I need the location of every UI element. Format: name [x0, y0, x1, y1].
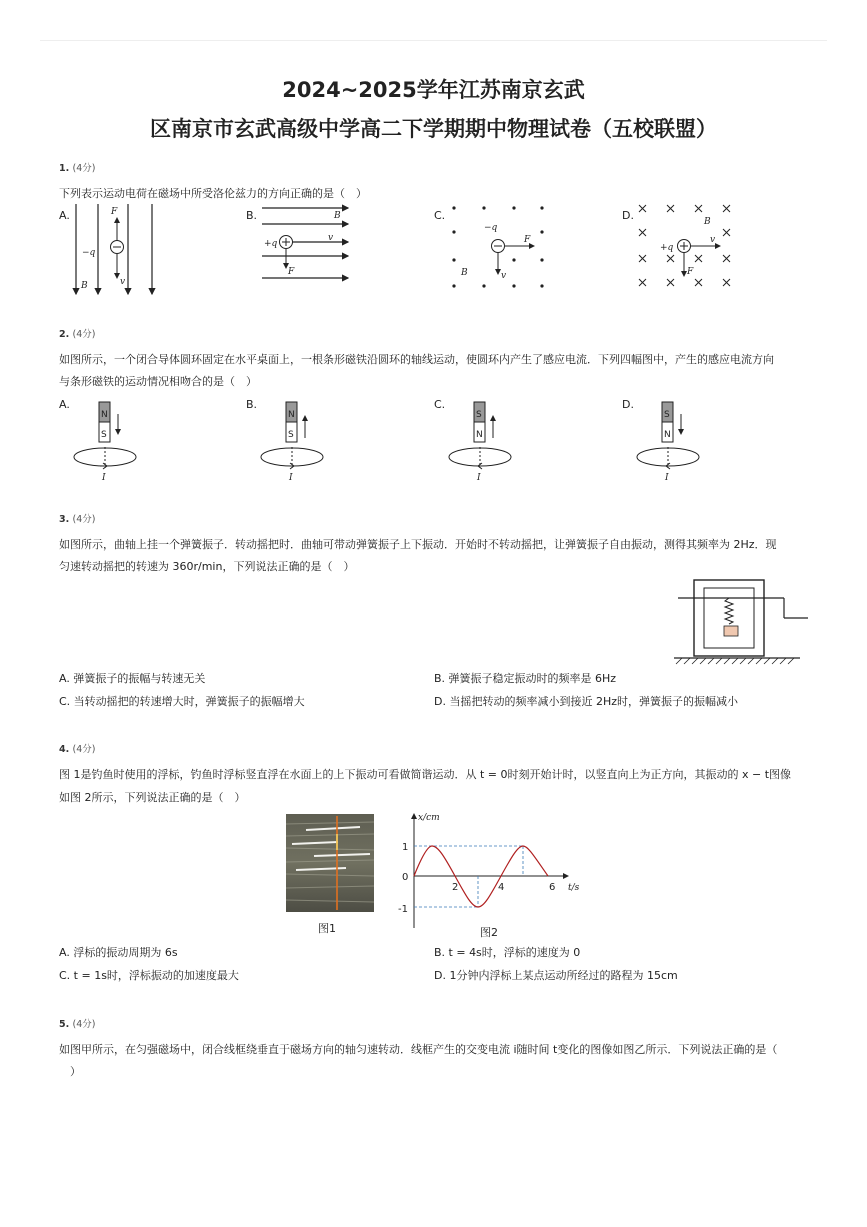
q4-ytick-1: 1 [402, 842, 409, 853]
question-points: (4分) [72, 744, 96, 755]
q1a-velocity-label: v [120, 277, 126, 287]
q4-ytick-0: 0 [402, 872, 409, 883]
question-number: 2. [59, 329, 70, 340]
q2d-magnet-bottom: N [664, 430, 671, 440]
q1-figure-a [70, 202, 160, 297]
q3-crank-spring-figure [672, 578, 812, 668]
q2c-current-label: I [477, 473, 481, 483]
q3-option-a[interactable]: A. 弹簧振子的振幅与转速无关 [59, 672, 206, 685]
q2d-magnet-top: S [664, 410, 670, 420]
q2c-magnet-bottom: N [476, 430, 483, 440]
q1b-force-label: F [288, 267, 295, 277]
question-4-stem-line1: 图 1是钓鱼时使用的浮标，钓鱼时浮标竖直浮在水面上的上下振动可看做简谐运动．从 t = 0时刻开始计时，以竖直向上为正方向，其振动的 x − t图像 [59, 768, 792, 781]
question-1-header [59, 160, 96, 174]
q4-graph-xlabel: t/s [568, 883, 580, 893]
q1-option-b-label[interactable]: B. [246, 209, 258, 222]
top-divider [40, 40, 827, 41]
question-points: (4分) [72, 514, 96, 525]
q2-figure-c [445, 400, 517, 484]
question-number: 5. [59, 1019, 70, 1030]
q1-figure-b [262, 204, 357, 284]
q4-xtick-4: 4 [498, 882, 505, 893]
q1b-field-label: B [334, 211, 341, 221]
q2-option-d-label[interactable]: D. [622, 398, 634, 411]
question-number: 4. [59, 744, 70, 755]
q3-option-c[interactable]: C. 当转动摇把的转速增大时，弹簧振子的振幅增大 [59, 695, 305, 708]
q2-option-a-label[interactable]: A. [59, 398, 70, 411]
q2d-current-label: I [665, 473, 669, 483]
q1c-charge-label: −q [484, 223, 498, 233]
q1-figure-d [636, 202, 736, 294]
question-5-stem-line1: 如图甲所示，在匀强磁场中，闭合线框绕垂直于磁场方向的轴匀速转动．线框产生的交变电流 i随时间 t变化的图像如图乙所示．下列说法正确的是（ [59, 1043, 778, 1056]
question-3-stem-line2: 匀速转动摇把的转速为 360r/min，下列说法正确的是（ ） [59, 560, 355, 573]
q4-option-c[interactable]: C. t = 1s时，浮标振动的加速度最大 [59, 969, 239, 982]
question-2-stem-line2: 与条形磁铁的运动情况相吻合的是（ ） [59, 375, 257, 388]
q2b-magnet-bottom: S [288, 430, 294, 440]
q1c-field-label: B [461, 268, 468, 278]
question-5-stem-line2: ） [59, 1065, 81, 1078]
exam-title-line2: 区南京市玄武高级中学高二下学期期中物理试卷（五校联盟） [150, 117, 717, 141]
question-1-stem: 下列表示运动电荷在磁场中所受洛伦兹力的方向正确的是（ ） [59, 187, 367, 200]
q2a-magnet-top: N [101, 410, 108, 420]
q2a-magnet-bottom: S [101, 430, 107, 440]
question-2-header [59, 326, 96, 340]
q1a-field-label: B [81, 281, 88, 291]
q1a-force-label: F [111, 207, 118, 217]
q2b-current-label: I [289, 473, 293, 483]
q2-figure-b [257, 400, 329, 484]
q4-option-b[interactable]: B. t = 4s时，浮标的速度为 0 [434, 946, 581, 959]
q4-figure1-caption: 图1 [318, 922, 336, 935]
question-points: (4分) [72, 1019, 96, 1030]
q1b-charge-label: +q [264, 239, 278, 249]
q1b-velocity-label: v [328, 233, 334, 243]
q2b-magnet-top: N [288, 410, 295, 420]
q4-xtick-2: 2 [452, 882, 459, 893]
question-3-header [59, 511, 96, 525]
exam-title-line1: 2024~2025学年江苏南京玄武 [282, 78, 585, 102]
q4-figure2-caption: 图2 [480, 926, 498, 939]
question-points: (4分) [72, 329, 96, 340]
question-4-stem-line2: 如图 2所示，下列说法正确的是（ ） [59, 791, 246, 804]
q2c-magnet-top: S [476, 410, 482, 420]
q1d-velocity-label: v [710, 235, 716, 245]
q3-option-d[interactable]: D. 当摇把转动的频率减小到接近 2Hz时，弹簧振子的振幅减小 [434, 695, 739, 708]
q4-option-a[interactable]: A. 浮标的振动周期为 6s [59, 946, 178, 959]
q1d-force-label: F [687, 267, 694, 277]
q2-figure-a [70, 400, 142, 484]
q2a-current-label: I [102, 473, 106, 483]
q4-option-d[interactable]: D. 1分钟内浮标上某点运动所经过的路程为 15cm [434, 969, 678, 982]
q1-option-d-label[interactable]: D. [622, 209, 634, 222]
q1d-charge-label: +q [660, 243, 674, 253]
q1d-field-label: B [704, 217, 711, 227]
q1-option-a-label[interactable]: A. [59, 209, 70, 222]
q1c-force-label: F [524, 235, 531, 245]
question-4-header [59, 741, 96, 755]
q4-graph-ylabel: x/cm [418, 813, 440, 823]
q1c-velocity-label: v [501, 271, 507, 281]
question-points: (4分) [72, 163, 96, 174]
q3-option-b[interactable]: B. 弹簧振子稳定振动时的频率是 6Hz [434, 672, 617, 685]
q4-xtick-6: 6 [549, 882, 556, 893]
question-number: 3. [59, 514, 70, 525]
q4-xt-graph [392, 808, 592, 943]
question-3-stem-line1: 如图所示，曲轴上挂一个弹簧振子．转动摇把时．曲轴可带动弹簧振子上下振动．开始时不转动摇把，让弹簧振子自由振动，测得其频率为 2Hz．现 [59, 538, 777, 551]
q4-ytick-neg1: -1 [398, 904, 408, 915]
q1a-charge-label: −q [82, 248, 96, 258]
q1-option-c-label[interactable]: C. [434, 209, 446, 222]
q2-option-c-label[interactable]: C. [434, 398, 446, 411]
q1-figure-c [448, 202, 548, 294]
question-2-stem-line1: 如图所示，一个闭合导体圆环固定在水平桌面上，一根条形磁铁沿圆环的轴线运动，使圆环内产生了感应电流．下列四幅图中，产生的感应电流方向 [59, 353, 774, 366]
question-number: 1. [59, 163, 70, 174]
question-5-header [59, 1016, 96, 1030]
q2-figure-d [633, 400, 705, 484]
q2-option-b-label[interactable]: B. [246, 398, 258, 411]
q4-float-photo [286, 814, 376, 939]
